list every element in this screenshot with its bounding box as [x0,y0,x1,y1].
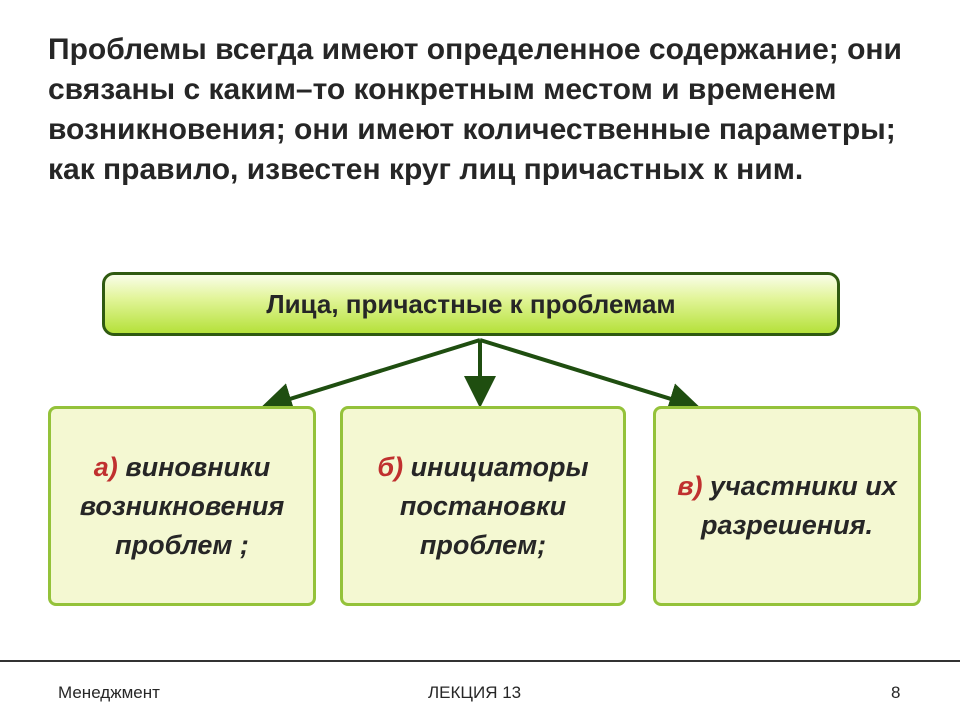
card-culprits [48,406,316,606]
main-paragraph: Проблемы всегда имеют определенное содержание; они связаны с каким–то конкретным местом и временем возникновения; они имеют количественные параметры; как правило, известен круг лиц причастных к ним. [48,33,902,186]
card-participants-label: участники их разрешения. [700,471,897,540]
arrow-to-card-a [264,340,480,407]
footer-divider [0,660,960,662]
card-culprits-text [51,448,313,565]
card-initiators-prefix: б) [377,451,404,482]
card-culprits-label: виновники возникновения проблем ; [79,451,285,560]
card-participants-text [656,467,918,545]
card-initiators-label: инициаторы постановки проблем; [399,451,589,560]
arrow-to-card-c [480,340,697,407]
footer-lecture: ЛЕКЦИЯ 13 [428,683,522,702]
footer-page-number: 8 [891,683,901,702]
card-initiators [340,406,626,606]
card-participants-prefix: в) [677,471,703,501]
card-culprits-prefix: а) [93,451,118,482]
card-participants [653,406,921,606]
diagram-header-box [102,272,840,336]
card-initiators-text [343,448,623,565]
footer-course: Менеджмент [58,683,160,702]
diagram-header-label: Лица, причастные к проблемам [266,288,676,319]
